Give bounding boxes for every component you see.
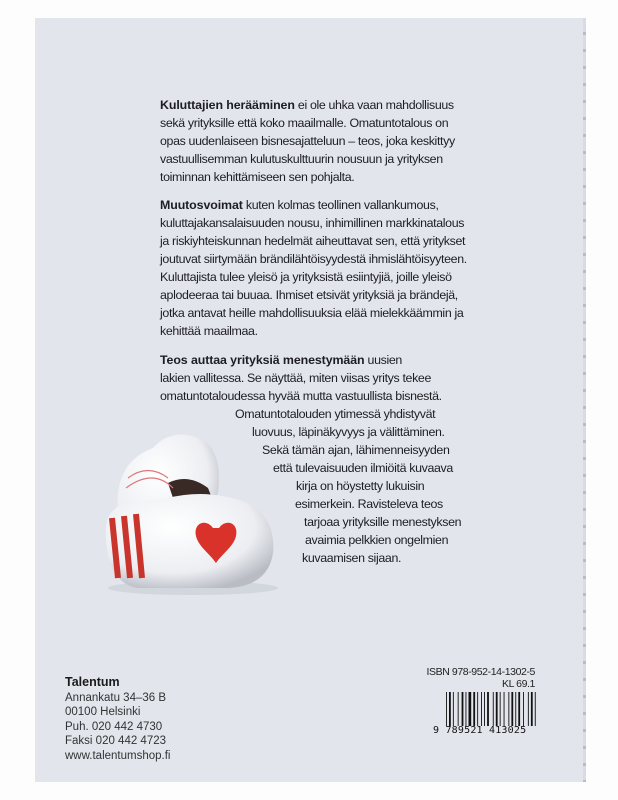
library-class: KL 69.1 <box>501 678 535 690</box>
barcode-bar <box>528 692 529 726</box>
text-line: lakien vallitessa. Se näyttää, miten viisas yritys tekee <box>160 371 432 385</box>
publisher-info <box>65 675 170 763</box>
text-line: että tulevaisuuden ilmiöitä kuvaava <box>273 461 453 475</box>
text-line: kuluttajakansalaisuuden nousu, inhimillinen markkinatalous <box>160 216 465 230</box>
publisher-website: www.talentumshop.fi <box>65 749 171 762</box>
barcode-bar <box>449 692 451 726</box>
book-spine-edge <box>583 18 586 782</box>
text-line: Kuluttajista tulee yleisö ja yrityksistä esiintyjiä, joille yleisö <box>160 270 452 284</box>
barcode-bar <box>493 692 494 726</box>
boxing-gloves-image <box>98 418 278 598</box>
barcode-bar <box>466 692 467 726</box>
publisher-phone: Puh. 020 442 4730 <box>65 720 163 733</box>
barcode-bar <box>446 692 447 726</box>
text-line: uusien <box>364 353 402 367</box>
isbn-number: ISBN 978-952-14-1302-5 <box>426 666 535 678</box>
text-line: jotka antavat heille mahdollisuuksia elää mielekkäämmin ja <box>160 306 464 320</box>
barcode-bar <box>487 692 489 726</box>
barcode-bar <box>496 692 498 726</box>
text-line: sekä yrityksille että koko maailmalle. Omatuntotalous on <box>160 116 449 130</box>
text-line: ei ole uhka vaan mahdollisuus <box>294 98 454 112</box>
barcode-bar <box>531 692 533 726</box>
text-line: kuten kolmas teollinen vallankumous, <box>242 198 439 212</box>
text-line: luovuus, läpinäkyvyys ja välittäminen. <box>252 425 445 439</box>
barcode-bar <box>458 692 459 726</box>
publisher-fax: Faksi 020 442 4723 <box>65 735 167 747</box>
paragraph-lead: Teos auttaa yrityksiä menestymään <box>160 353 365 367</box>
barcode-bar <box>473 692 475 726</box>
text-line: toiminnan kehittämiseen sen pohjalta. <box>160 170 355 184</box>
text-line: vastuullisemman kulutuskulttuurin nousuun ja yrityksen <box>160 152 443 166</box>
publisher-name: Talentum <box>65 675 120 689</box>
barcode-digits: 9 789521 413025 <box>433 725 527 736</box>
barcode-bar <box>453 692 454 726</box>
barcode-bar <box>508 692 509 726</box>
barcode-bar <box>477 692 478 726</box>
paragraph-lead: Kuluttajien herääminen <box>160 98 295 112</box>
text-line: kuvaamisen sijaan. <box>302 551 402 565</box>
text-line: opas uudenlaiseen bisnesajatteluun – teos, joka keskittyy <box>160 134 455 148</box>
publisher-address: Annankatu 34–36 B <box>65 691 167 704</box>
barcode-bar <box>523 692 524 726</box>
barcode-bar <box>484 692 485 726</box>
barcode-bar <box>535 692 536 726</box>
text-line: joutuvat siirtymään brändilähtöisyydestä ihmislähtöisyyteen. <box>160 252 467 266</box>
text-line: kehittää maailmaa. <box>160 324 258 338</box>
text-line: aplodeeraa tai buuaa. Ihmiset etsivät yrityksiä ja brändejä, <box>160 288 458 302</box>
paragraph-consumer-awakening <box>160 96 455 186</box>
isbn-block <box>426 666 535 690</box>
paragraph-lead: Muutosvoimat <box>160 198 243 212</box>
text-line: Sekä tämän ajan, lähimenneisyyden <box>262 443 450 457</box>
text-line: Omatuntotalouden ytimessä yhdistyvät <box>235 407 436 421</box>
text-line: ja riskiyhteiskunnan hedelmät aiheuttavat sen, että yritykset <box>160 234 466 248</box>
barcode-bar <box>462 692 464 726</box>
barcode-bar <box>500 692 501 726</box>
barcode-bar <box>469 692 472 726</box>
paragraph-forces-of-change <box>160 196 467 340</box>
text-line: tarjoaa yrityksille menestyksen <box>304 515 462 529</box>
barcode-bar <box>515 692 516 726</box>
text-line: avaimia pelkkien ongelmien <box>305 533 449 547</box>
text-line: esimerkein. Ravisteleva teos <box>295 497 443 511</box>
text-line: omatuntotaloudessa hyvää mutta vastuullista bisnestä. <box>160 389 442 403</box>
barcode-bar <box>518 692 520 726</box>
publisher-city: 00100 Helsinki <box>65 706 141 718</box>
barcode-bar <box>511 692 513 726</box>
barcode-bar <box>504 692 505 726</box>
barcode-bar <box>481 692 482 726</box>
text-line: kirja on höystetty lukuisin <box>296 479 425 493</box>
